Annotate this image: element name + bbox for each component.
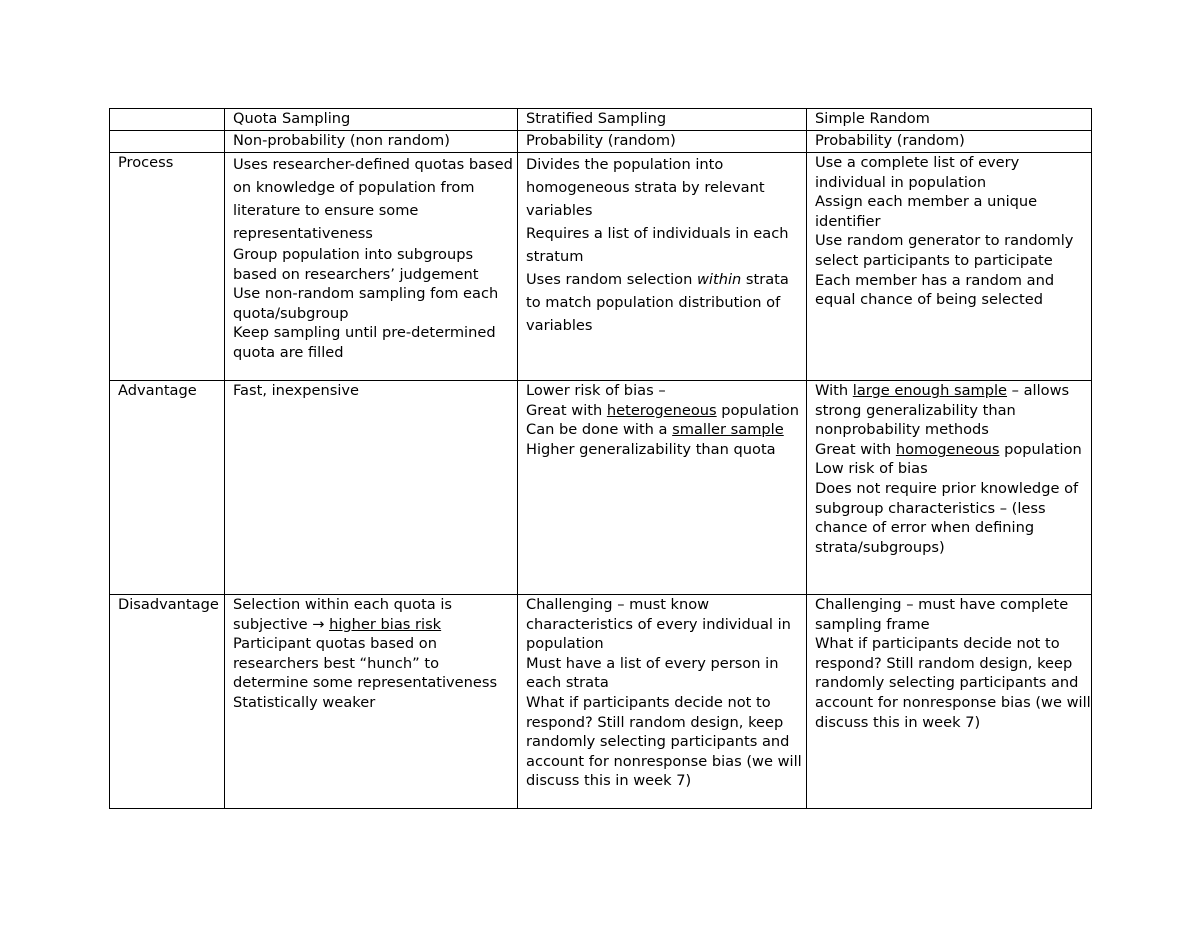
advantage-simple-line bbox=[815, 381, 1091, 440]
advantage-stratified-text: Can be done with a bbox=[526, 421, 673, 439]
process-stratified-text: Uses random selection bbox=[526, 271, 697, 288]
process-simple-line: Each member has a random and equal chance of being selected bbox=[815, 271, 1059, 309]
advantage-row bbox=[110, 381, 1092, 595]
disadvantage-stratified-cell bbox=[518, 595, 807, 809]
process-label: Process bbox=[110, 153, 225, 381]
advantage-simple-line: Does not require prior knowledge of subgroup characteristics – (less chance of error when defining strata/subgroups) bbox=[815, 479, 1083, 556]
disadvantage-stratified-line: What if participants decide not to respond? Still random design, keep randomly selecting participants and account for nonresponse bias (we will discuss this in week 7) bbox=[526, 693, 807, 790]
process-quota-cell bbox=[225, 153, 518, 381]
header-simple-random: Simple Random bbox=[807, 109, 1092, 131]
advantage-stratified-cell bbox=[518, 381, 807, 595]
advantage-stratified-underline: smaller sample bbox=[672, 421, 784, 439]
process-stratified-text: strata to match population distribution of variables bbox=[526, 271, 794, 334]
disadvantage-quota-text: Selection within each quota is subjective → bbox=[233, 596, 457, 633]
disadvantage-stratified-line: Challenging – must know characteristics of every individual in population bbox=[526, 596, 796, 653]
process-simple-line: Use a complete list of every individual in population bbox=[815, 154, 1024, 191]
process-quota-line: Uses researcher-defined quotas based on knowledge of population from literature to ensure some representativeness bbox=[233, 156, 518, 242]
process-row bbox=[110, 153, 1092, 381]
advantage-simple-line bbox=[815, 440, 1091, 460]
advantage-simple-line: Low risk of bias bbox=[815, 460, 928, 478]
advantage-simple-text: Great with bbox=[815, 440, 896, 458]
advantage-simple-underline: homogeneous bbox=[895, 440, 1000, 458]
advantage-stratified-line bbox=[526, 420, 806, 440]
probability-type-row bbox=[110, 131, 1092, 153]
process-simple-cell bbox=[807, 153, 1092, 381]
disadvantage-simple-line: What if participants decide not to respond? Still random design, keep randomly selecting participants and account for nonresponse bias (we will discuss this in week 7) bbox=[815, 635, 1096, 731]
disadvantage-quota-underline: higher bias risk bbox=[329, 615, 442, 633]
advantage-simple-text: – allows strong generalizability than nonprobability methods bbox=[815, 382, 1074, 439]
advantage-stratified-line: Lower risk of bias – bbox=[526, 382, 666, 399]
advantage-simple-text: With bbox=[815, 382, 853, 399]
advantage-quota-cell: Fast, inexpensive bbox=[225, 381, 518, 595]
advantage-label: Advantage bbox=[110, 381, 225, 595]
advantage-simple-underline: large enough sample bbox=[852, 382, 1008, 399]
header-quota-sampling: Quota Sampling bbox=[225, 109, 518, 131]
process-simple-line: Assign each member a unique identifier bbox=[815, 193, 1042, 230]
advantage-stratified-line bbox=[526, 401, 806, 421]
type-simple: Probability (random) bbox=[807, 131, 1092, 153]
disadvantage-simple-line: Challenging – must have complete sampling frame bbox=[815, 596, 1073, 633]
disadvantage-quota-line: Statistically weaker bbox=[233, 693, 376, 711]
header-stratified-sampling: Stratified Sampling bbox=[518, 109, 807, 131]
process-stratified-emphasis: within bbox=[696, 271, 742, 288]
process-stratified-cell bbox=[518, 153, 807, 381]
advantage-stratified-line: Higher generalizability than quota bbox=[526, 440, 776, 458]
process-quota-line: Use non-random sampling fom each quota/subgroup bbox=[233, 285, 503, 322]
process-quota-line: Group population into subgroups based on researchers’ judgement bbox=[233, 246, 479, 283]
type-stratified: Probability (random) bbox=[518, 131, 807, 153]
process-simple-line: Use random generator to randomly select participants to participate bbox=[815, 232, 1079, 269]
disadvantage-label: Disadvantage bbox=[110, 595, 225, 809]
process-stratified-line: Requires a list of individuals in each stratum bbox=[526, 225, 794, 265]
advantage-simple-cell bbox=[807, 381, 1092, 595]
process-quota-line: Keep sampling until pre-determined quota are filled bbox=[233, 324, 501, 361]
disadvantage-quota-cell bbox=[225, 595, 518, 809]
disadvantage-stratified-line: Must have a list of every person in each strata bbox=[526, 654, 784, 692]
disadvantage-row bbox=[110, 595, 1092, 809]
sampling-comparison-table bbox=[109, 108, 1096, 809]
header-blank-cell bbox=[110, 109, 225, 131]
disadvantage-quota-line: Participant quotas based on researchers best “hunch” to determine some representativeness bbox=[233, 635, 498, 692]
advantage-simple-text: population bbox=[999, 440, 1082, 458]
advantage-stratified-text: population bbox=[716, 401, 799, 419]
disadvantage-simple-cell bbox=[807, 595, 1096, 809]
type-blank-cell bbox=[110, 131, 225, 153]
advantage-stratified-text: Great with bbox=[526, 401, 607, 419]
advantage-stratified-underline: heterogeneous bbox=[606, 401, 717, 419]
disadvantage-quota-line bbox=[233, 595, 517, 634]
process-stratified-line bbox=[526, 268, 806, 337]
header-row bbox=[110, 109, 1092, 131]
process-stratified-line: Divides the population into homogeneous strata by relevant variables bbox=[526, 156, 770, 219]
type-quota: Non-probability (non random) bbox=[225, 131, 518, 153]
